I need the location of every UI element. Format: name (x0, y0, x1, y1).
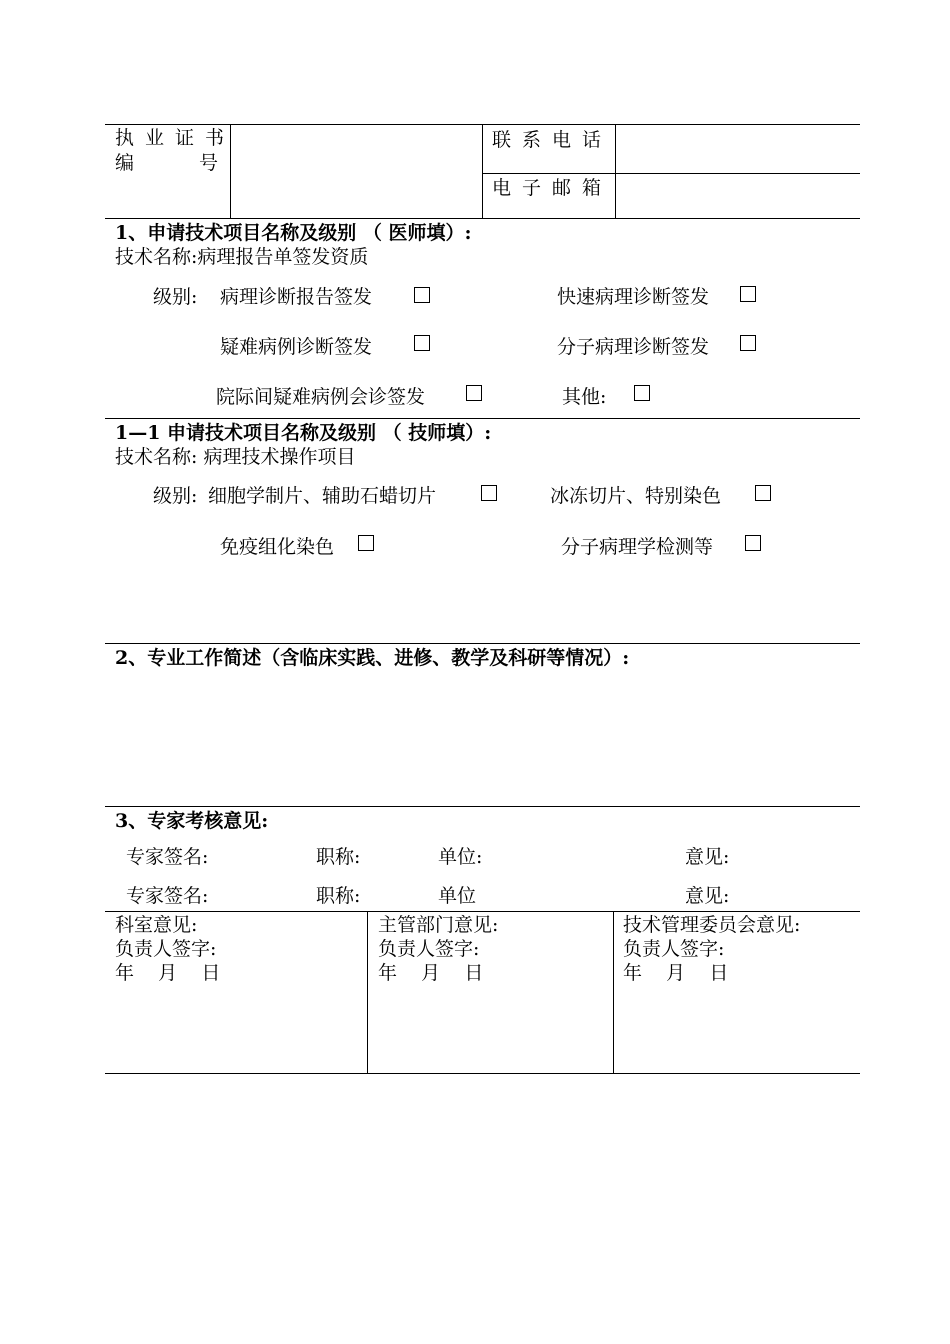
option-other: 其他: (562, 386, 607, 408)
expert2-sign-label: 专家签名: (126, 885, 209, 907)
checkbox-pathology-report[interactable] (414, 287, 430, 303)
dept-sign-label: 负责人签字: (115, 938, 217, 960)
license-label-hao: 号 (199, 152, 219, 174)
option-pathology-report: 病理诊断报告签发 (220, 286, 373, 308)
option-ihc-stain: 免疫组化染色 (220, 536, 335, 558)
committee-opinion-label: 技术管理委员会意见: (623, 914, 801, 936)
checkbox-cytology-paraffin[interactable] (481, 485, 497, 501)
option-molecular-pathology: 分子病理诊断签发 (557, 336, 710, 358)
section3-title: 3、专家考核意见: (115, 810, 269, 832)
option-difficult-case: 疑难病例诊断签发 (220, 336, 373, 358)
section1-1-level-label: 级别: (153, 485, 198, 507)
option-inter-hospital: 院际间疑难病例会诊签发 (216, 386, 426, 408)
phone-label: 联系电话 (492, 129, 613, 151)
expert2-opinion-label: 意见: (685, 885, 730, 907)
expert2-rank-label: 职称: (316, 885, 361, 907)
checkbox-frozen-special-stain[interactable] (755, 485, 771, 501)
section2-top-border (105, 643, 860, 644)
section1-1-title: 1—1 申请技术项目名称及级别 （ 技师填）: (115, 422, 492, 444)
dept-date-label: 年 月 日 (115, 962, 221, 984)
section1-level-label: 级别: (153, 286, 198, 308)
email-field[interactable] (617, 175, 858, 217)
dept-opinion-label: 科室意见: (115, 914, 198, 936)
option-frozen-special-stain: 冰冻切片、特别染色 (550, 485, 722, 507)
section1-top-border (105, 218, 860, 219)
phone-field[interactable] (617, 126, 858, 172)
checkbox-inter-hospital[interactable] (466, 385, 482, 401)
license-number-field[interactable] (232, 126, 480, 216)
checkbox-ihc-stain[interactable] (358, 535, 374, 551)
option-cytology-paraffin: 细胞学制片、辅助石蜡切片 (208, 485, 437, 507)
expert1-rank-label: 职称: (316, 846, 361, 868)
section1-tech-name: 技术名称:病理报告单签发资质 (115, 246, 369, 268)
checkbox-other[interactable] (634, 385, 650, 401)
section1-1-top-border (105, 418, 860, 419)
admin-opinion-label: 主管部门意见: (378, 914, 499, 936)
expert1-opinion-label: 意见: (685, 846, 730, 868)
option-molecular-test: 分子病理学检测等 (561, 536, 714, 558)
table-bottom-border (105, 1073, 860, 1074)
checkbox-difficult-case[interactable] (414, 335, 430, 351)
checkbox-molecular-test[interactable] (745, 535, 761, 551)
section2-title: 2、专业工作简述（含临床实践、进修、教学及科研等情况）: (115, 647, 630, 669)
checkbox-molecular-pathology[interactable] (740, 335, 756, 351)
header-divider-3 (615, 124, 616, 218)
header-divider-2 (482, 124, 483, 218)
expert1-unit-label: 单位: (438, 846, 483, 868)
option-rapid-pathology: 快速病理诊断签发 (557, 286, 710, 308)
email-label: 电子邮箱 (492, 177, 613, 199)
approvals-top-border (105, 911, 860, 912)
section3-top-border (105, 806, 860, 807)
approvals-divider-1 (367, 911, 368, 1073)
expert2-unit-label: 单位 (438, 885, 477, 907)
approvals-divider-2 (613, 911, 614, 1073)
contact-row-divider (482, 173, 860, 174)
committee-date-label: 年 月 日 (623, 962, 729, 984)
section1-1-tech-name: 技术名称: 病理技术操作项目 (115, 446, 356, 468)
committee-sign-label: 负责人签字: (623, 938, 725, 960)
admin-date-label: 年 月 日 (378, 962, 484, 984)
license-label: 执业证书 (115, 127, 236, 149)
checkbox-rapid-pathology[interactable] (740, 286, 756, 302)
license-label-bian: 编 (115, 152, 135, 174)
expert1-sign-label: 专家签名: (126, 846, 209, 868)
work-summary-field[interactable] (107, 672, 858, 802)
admin-sign-label: 负责人签字: (378, 938, 480, 960)
section1-title: 1、申请技术项目名称及级别 （ 医师填）: (115, 222, 472, 244)
